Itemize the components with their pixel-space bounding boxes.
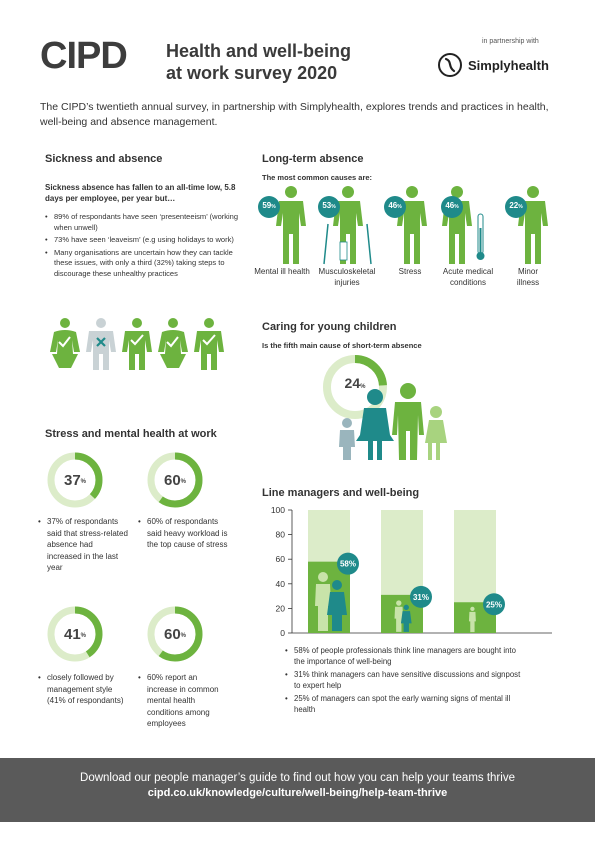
caring-value-number: 24 xyxy=(344,375,361,391)
cause-label: Stress xyxy=(398,267,422,276)
stress-donut-3 xyxy=(45,604,105,669)
title-line-1: Health and well-being xyxy=(166,41,352,61)
bar-value-label: 25% xyxy=(485,600,503,610)
cause-value: 53% xyxy=(322,201,336,210)
donut-label xyxy=(145,450,205,510)
caring-value xyxy=(332,375,378,391)
y-tick-label: 0 xyxy=(280,628,285,638)
list-item: • Many organisations are uncertain how they can tackle these issues, with only a third (32%) taking steps to discourage these unhealthy practices xyxy=(45,248,245,280)
donut-unit: % xyxy=(80,479,87,485)
donut-unit: % xyxy=(80,633,87,639)
cause-label: Mental ill health xyxy=(254,267,310,276)
cause-badge xyxy=(384,196,406,223)
stress-donut-1 xyxy=(45,450,105,515)
cause-value: 59% xyxy=(262,201,276,210)
mental-ill-health-figure xyxy=(276,186,306,264)
list-item: • closely followed by management style (41% of respondants) xyxy=(38,672,128,707)
cause-badge xyxy=(441,196,463,223)
list-item: • 58% of people professionals think line managers are bought into the importance of well-being xyxy=(285,645,525,667)
girl-figure xyxy=(425,406,447,460)
donut-value: 60 xyxy=(163,471,181,489)
footer-link[interactable]: cipd.co.uk/knowledge/culture/well-being/help-team-thrive xyxy=(147,787,448,799)
donut-label xyxy=(45,450,105,510)
long-term-heading: Long-term absence xyxy=(262,153,364,165)
list-item: • 31% think managers can have sensitive discussions and signpost to expert help xyxy=(285,669,525,691)
y-tick-label: 100 xyxy=(270,505,285,515)
title-line-2: at work survey 2020 xyxy=(166,63,338,83)
sickness-lead-days: 5.8 days xyxy=(45,183,236,203)
family-illustration xyxy=(320,355,460,465)
footer-banner xyxy=(0,758,595,822)
line-managers-heading: Line managers and well-being xyxy=(262,487,420,499)
sickness-lead-2: per employee, per year but… xyxy=(63,193,176,203)
line-managers-bullets xyxy=(285,645,525,717)
cause-unit: % xyxy=(331,204,336,210)
cause-value: 46% xyxy=(445,201,459,210)
cause-badge xyxy=(258,196,280,223)
father-figure xyxy=(392,383,424,460)
cause-unit: % xyxy=(397,204,402,210)
male-cross-icon xyxy=(86,318,116,370)
line-managers-chart xyxy=(262,500,562,642)
y-tick-label: 80 xyxy=(275,529,285,540)
y-tick-label: 60 xyxy=(275,554,285,565)
female-check-icon xyxy=(158,318,188,368)
male-check-icon xyxy=(122,318,152,370)
donut-value: 41 xyxy=(63,625,81,643)
cause-label: Minor illness xyxy=(516,267,540,287)
y-tick-label: 40 xyxy=(275,578,285,589)
long-term-subheading: The most common causes are: xyxy=(262,173,373,182)
partner-name: Simplyhealth xyxy=(468,57,549,73)
sickness-bullets xyxy=(45,212,245,281)
donut-unit: % xyxy=(180,633,187,639)
stress-text-1 xyxy=(38,516,128,576)
list-item: • 60% report an increase in common mental health conditions among employees xyxy=(138,672,228,730)
donut-value: 37 xyxy=(63,471,81,489)
cause-unit: % xyxy=(518,204,523,210)
cause-label: Acute medical conditions xyxy=(442,267,494,287)
partner-logo xyxy=(437,52,549,78)
intro-text: The CIPD’s twentieth annual survey, in partnership with Simplyhealth, explores trends and practices in health, well-being and absence management. xyxy=(40,101,549,128)
thermometer-icon xyxy=(477,214,485,260)
bar-value-label: 58% xyxy=(339,559,357,569)
stress-text-3 xyxy=(38,672,128,709)
list-item: • 25% of managers can spot the early warning signs of mental ill health xyxy=(285,693,525,715)
simplyhealth-icon xyxy=(437,52,463,78)
mother-figure xyxy=(356,389,394,460)
male-check-icon xyxy=(194,318,224,370)
stress-text-2 xyxy=(138,516,228,553)
stress-heading: Stress and mental health at work xyxy=(45,428,217,440)
stress-donut-2 xyxy=(145,450,205,515)
sickness-lead-1: Sickness absence has fallen to an all-time low, xyxy=(45,183,225,192)
sickness-heading: Sickness and absence xyxy=(45,153,163,165)
list-item: • 73% have seen ‘leaveism’ (e.g using holidays to work) xyxy=(45,235,245,246)
presenteeism-people-icons xyxy=(50,318,225,370)
cause-badge xyxy=(318,196,340,223)
donut-label xyxy=(145,604,205,664)
cipd-logo: CIPD xyxy=(40,35,127,77)
female-check-icon xyxy=(50,318,80,368)
cause-unit: % xyxy=(454,204,459,210)
cause-unit: % xyxy=(271,204,276,210)
child-figure xyxy=(339,418,355,460)
donut-label xyxy=(45,604,105,664)
page-title xyxy=(166,40,396,84)
partner-label: in partnership with xyxy=(482,38,539,45)
leg-cast-icon xyxy=(340,242,347,260)
cause-label: Musculoskeletal injuries xyxy=(318,267,376,287)
donut-unit: % xyxy=(180,479,187,485)
list-item: • 89% of respondants have seen ‘presenteeism’ (working when unwell) xyxy=(45,212,245,233)
stress-text-4 xyxy=(138,672,228,732)
list-item: • 37% of respondants said that stress-related absence had increased in the last year xyxy=(38,516,128,574)
donut-value: 60 xyxy=(163,625,181,643)
y-tick-label: 20 xyxy=(275,603,285,614)
caring-value-unit: % xyxy=(360,384,366,390)
list-item: • 60% of respondants said heavy workload is the top cause of stress xyxy=(138,516,228,551)
footer-text: Download our people manager’s guide to find out how you can help your teams thrive xyxy=(80,772,515,784)
stress-donut-4 xyxy=(145,604,205,669)
cause-value: 22% xyxy=(509,201,523,210)
caring-subheading: Is the fifth main cause of short-term absence xyxy=(262,341,422,350)
caring-heading: Caring for young children xyxy=(262,321,397,333)
bar-value-label: 31% xyxy=(412,592,430,602)
cause-badge xyxy=(505,196,527,223)
sickness-lead xyxy=(45,183,245,204)
cause-value: 46% xyxy=(388,201,402,210)
